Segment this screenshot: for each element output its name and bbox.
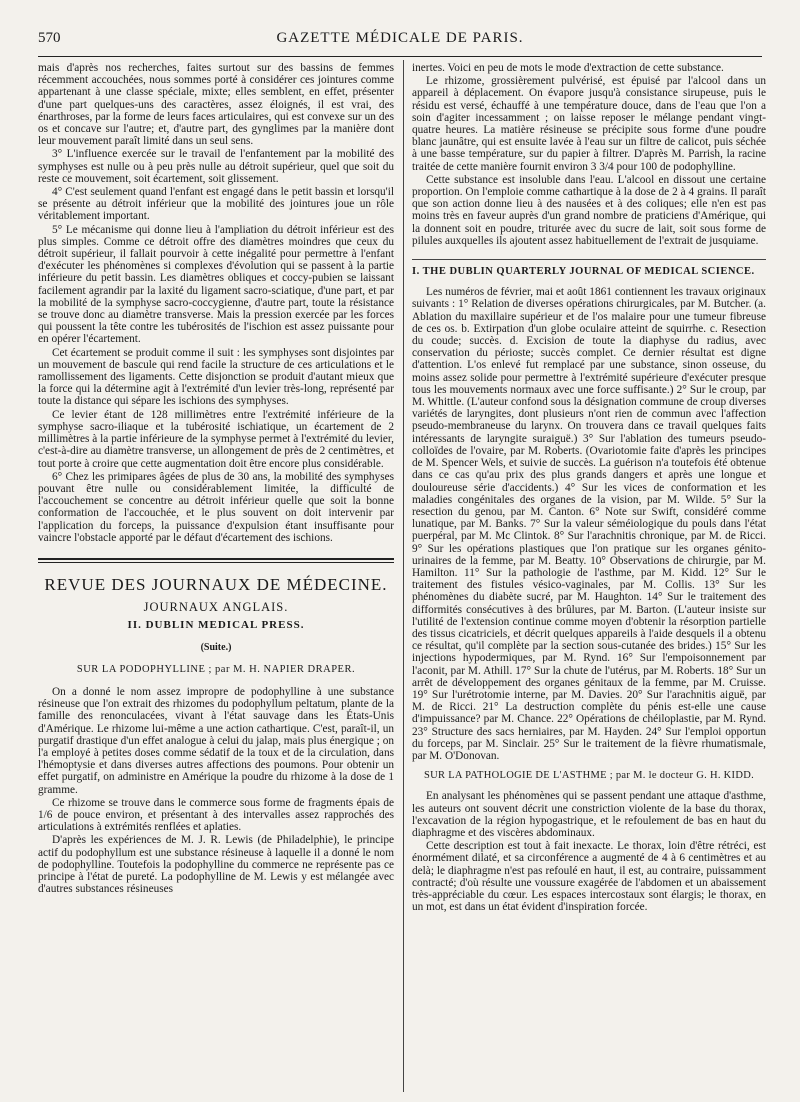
revue-title: REVUE DES JOURNAUX DE MÉDECINE. <box>44 574 388 594</box>
paragraph: mais d'après nos recherches, faites surtout sur des bassins de femmes récemment accouchées, nous sommes porté à considérer ces jointures comme appartenant à une classe spéciale, mixte; elles semblent, en effet, présenter d'une part quelques-uns des caractères, assez éloignés, il est vrai, des énarthroses, par la forme de leurs faces articulaires, qui est convexe sur un des os et concave sur l'autre; et, d'autre part, des gynglimes par la manière dont leur mouvement paraît limité dans un seul sens. <box>38 62 394 148</box>
paragraph: 5° Le mécanisme qui donne lieu à l'ampliation du détroit inférieur est des plus simples. Comme ce détroit offre des diamètres moindres que ceux du détroit supérieur, il fallait pourvoir à cette inégalité pour permettre à l'enfant d'exécuter les phénomènes si complexes d'évolution qui se passent à la partie inférieure du petit bassin. Les diamètres obliques et coccy-pubien se laissant facilement agrandir par la laxité du ligament sacro-sciatique, d'une part, et par la mobilité de la symphyse sacro-coccygienne, d'autre part, toute la résistance se trouve donc au diamètre transverse. Mais la pression exercée par les forces qui poussent la tête contre les tubérosités de l'ischion est assez puissante pour en opérer l'écartement. <box>38 223 394 346</box>
paragraph: 3° L'influence exercée sur le travail de l'enfantement par la mobilité des symphyses est nulle ou à peu près nulle au détroit supérieur, quel que soit du reste ce mouvement, soit écartement, soit glissement. <box>38 148 394 185</box>
journaux-subtitle: JOURNAUX ANGLAIS. <box>143 600 289 615</box>
journal-title: GAZETTE MÉDICALE DE PARIS. <box>276 30 524 46</box>
paragraph: inertes. Voici en peu de mots le mode d'extraction de cette substance. <box>412 62 724 74</box>
article-title: SUR LA PATHOLOGIE DE L'ASTHME ; par M. le docteur G. H. KIDD. <box>423 770 755 782</box>
section-heading: I. THE DUBLIN QUARTERLY JOURNAL OF MEDICAL SCIENCE. <box>412 259 766 278</box>
paragraph: Cet écartement se produit comme il suit : les symphyses sont disjointes par un mouvement de bascule qui rend facile la structure de ces articulations et le ramollissement des ligaments. Cette disjonction se produit d'autant mieux que la force qui la détermine agit à l'extrémité d'un levier très-long, représenté par toute la distance qui sépare les ischions des symphyses. <box>38 346 394 408</box>
paragraph: En analysant les phénomènes qui se passent pendant une attaque d'asthme, les auteurs ont souvent décrit une constriction violente de la base du thorax, l'excavation de la région hypogastrique, et le refoulement de bas en haut du diaphragme et des viscères abdominaux. <box>412 790 766 839</box>
paragraph: Cette substance est insoluble dans l'eau. L'alcool en dissout une certaine proportion. On l'emploie comme cathartique à la dose de 2 à 4 grains. Il paraît que son action donne lieu à des nausées et à des coliques; elle n'en est pas moins très en faveur auprès d'un grand nombre de praticiens d'Amérique, qui la donnent soit en poudre, triturée avec du sucre de lait, soit sous forme de pilules auxquelles ils ajoutent assez habituellement de l'extrait de jusquiame. <box>412 173 766 247</box>
right-column <box>412 62 766 914</box>
header-rule <box>38 56 762 57</box>
page-header <box>38 30 762 52</box>
paragraph: Ce rhizome se trouve dans le commerce sous forme de fragments épais de 1/6 de pouce environ, et présentant à des intervalles assez rapprochés des articulations à extrémités renflées et aplaties. <box>38 796 394 834</box>
column-divider <box>403 60 404 1092</box>
paragraph: Le rhizome, grossièrement pulvérisé, est épuisé par l'alcool dans un appareil à déplacement. On évapore jusqu'à consistance sirupeuse, puis le résidu est versé, échauffé à une température douce, dans de l'eau que l'on a soin d'agiter incessamment ; on laisse reposer le mélange pendant vingt-quatre heures. La matière résineuse se précipite sous forme d'une poudre blanc jaunâtre, qui est ensuite lavée à l'eau sur un filtre de calicot, puis séchée à une basse température, sur du papier à filtrer. D'après M. Parrish, la racine traitée de cette manière fournit environ 3 3/4 pour 100 de podophylline. <box>412 75 766 173</box>
paragraph: D'après les expériences de M. J. R. Lewis (de Philadelphie), le principe actif du podophyllum est une substance résineuse à laquelle il a donné le nom de podophylline. Toutefois la podophylline du commerce ne représente pas ce principe à l'état de pureté. La podophylline de M. Lewis y est mélangée avec d'autres substances résineuses <box>38 834 394 896</box>
paragraph: Cette description est tout à fait inexacte. Le thorax, loin d'être rétréci, est énormément dilaté, et sa circonférence a augmenté de 4 à 6 centimètres et au delà; le diaphragme n'est pas refoulé en haut, il est, au contraire, puissamment contracté; d'où résulte une voussure exagérée de l'abdomen et un abaissement très-appréciable du cœur. Les espaces intercostaux sont élargis; le thorax, en un mot, est dans un état évident d'inspiration forcée. <box>412 840 766 914</box>
article-title: SUR LA PODOPHYLLINE ; par M. H. NAPIER DRAPER. <box>76 663 356 675</box>
page-number: 570 <box>38 30 61 46</box>
section-heading: II. DUBLIN MEDICAL PRESS. <box>127 619 305 632</box>
paragraph: 4° C'est seulement quand l'enfant est engagé dans le petit bassin et lorsqu'il se présente au détroit inférieur que la mobilité des jointures joue un rôle véritablement important. <box>38 186 394 223</box>
paragraph: 6° Chez les primipares âgées de plus de 30 ans, la mobilité des symphyses pouvant être nulle ou considérablement limitée, la difficulté de l'accouchement se concentre au détroit inférieur quelle que soit la bonne conformation de l'accouchée, et le plus souvent on doit intervenir par l'application du forceps, la puissance d'expulsion étant insuffisante pour vaincre l'obstacle apporté par le défaut d'écartement des ischions. <box>38 470 394 544</box>
left-column <box>38 62 394 896</box>
paragraph: Ce levier étant de 128 millimètres entre l'extrémité inférieure de la symphyse sacro-iliaque et la tubérosité ischiatique, un écartement de 2 millimètres à la partie inférieure de la symphyse permet à l'extrémité du levier, c'est-à-dire au diamètre transverse, un allongement de près de 2 centimètres, et tout porte à croire que cette augmentation doit être encore plus considérable. <box>38 408 394 470</box>
paragraph: Les numéros de février, mai et août 1861 contiennent les travaux originaux suivants : 1° Relation de diverses opérations chirurgicales, par M. Butcher. (a. Ablation du maxillaire supérieur et de l'os malaire pour une tumeur fibreuse de ces os. b. Extirpation d'un globe oculaire atteint de squirrhe. c. Resection du coude; succès. d. Excision de toute la diaphyse du radius, avec conservation du périoste; succès complet. Ce dernier résultat est digne d'attention. L'os enlevé fut remplacé par une substance, sinon osseuse, du moins assez solide pour permettre à l'extrémité supérieure d'exécuter presque tous les mouvements normaux avec une force suffisante.) 2° Sur le croup, par M. Whittle. (L'auteur confond sous la désignation commune de croup diverses variétés de laryngites, dont plusieurs n'ont rien de commun avec l'affection pseudo-membraneuse du larynx. On trouvera dans ce travail quelques faits intéressants de laryngite suraiguë.) 3° Sur l'ablation des tumeurs pseudo-colloïdes de l'ovaire, par M. Roberts. (Ovariotomie faite d'après les principes de M. Spencer Wels, et suivie de succès. La guérison n'a toutefois été obtenue dans ce cas qu'au prix des plus grands dangers et après une longue et douloureuse série d'accidents.) 4° Sur les vices de conformation et les maladies congénitales des organes de la vision, par M. Wilde. 5° Sur la resection du genou, par M. Canton. 6° Note sur Swift, considéré comme lunatique, par M. Banks. 7° Sur la valeur séméiologique du pouls dans l'état puerpéral, par M. Mc Clintok. 8° Sur l'arachnitis chronique, par M. de Ricci. 9° Sur les opérations plastiques que l'on pratique sur les organes génito-urinaires de la femme, par M. Beatty. 10° Observations de chirurgie, par M. Hamilton. 11° Sur la pathologie de l'asthme, par M. Kidd. 12° Sur le traitement des fistules vésico-vaginales, par M. Collis. 13° Sur les phénomènes du diabète sucré, par M. Haughton. 14° Sur le traitement des difformités consécutives à des brûlures, par M. Barton. (L'auteur insiste sur l'utilité de l'extension continue comme moyen d'obtenir la résorption partielle des tissus cicatriciels, et décrit quelques appareils à l'aide desquels il a obtenu ce résultat, qu'il complète par la section sous-cutanée des brides.) 15° Sur les injections hypodermiques, par M. Rynd. 16° Sur l'empoisonnement par l'aconit, par M. Athill. 17° Sur la chute de l'utérus, par M. Roberts. 18° Sur un arrêt de développement des organes génitaux de la femme, par M. Cruisse. 19° Sur l'urétrotomie interne, par M. Davies. 20° Sur l'arachnitis aiguë, par M. de Ricci. 21° La destruction complète du pénis est-elle une cause d'impuissance? par M. Chance. 22° Opérations de chéiloplastie, par M. Rynd. 23° Structure des sacs herniaires, par M. Hayden. 24° Sur l'emploi opportun du forceps, par M. Sinclair. 25° Sur le traitement de la fièvre rhumatismale, par M. O'Donovan. <box>412 286 766 762</box>
suite-label: (Suite.) <box>200 641 232 653</box>
section-rule <box>38 558 394 563</box>
paragraph: On a donné le nom assez impropre de podophylline à une substance résineuse que l'on extrait des rhizomes du podophyllum peltatum, plante de la famille des renonculacées, vivant à l'état sauvage dans les États-Unis d'Amérique. Le rhizome lui-même a une action cathartique. C'est, paraît-il, un purgatif drastique d'un effet analogue à celui du jalap, mais plus énergique ; on l'a employé à petites doses comme sédatif de la toux et de la circulation, dans l'hémoptysie et dans diverses autres affections des poumons. Pour obtenir un effet purgatif, on administre en Amérique la poudre du rhizome à la dose de 1 gramme. <box>38 685 394 796</box>
